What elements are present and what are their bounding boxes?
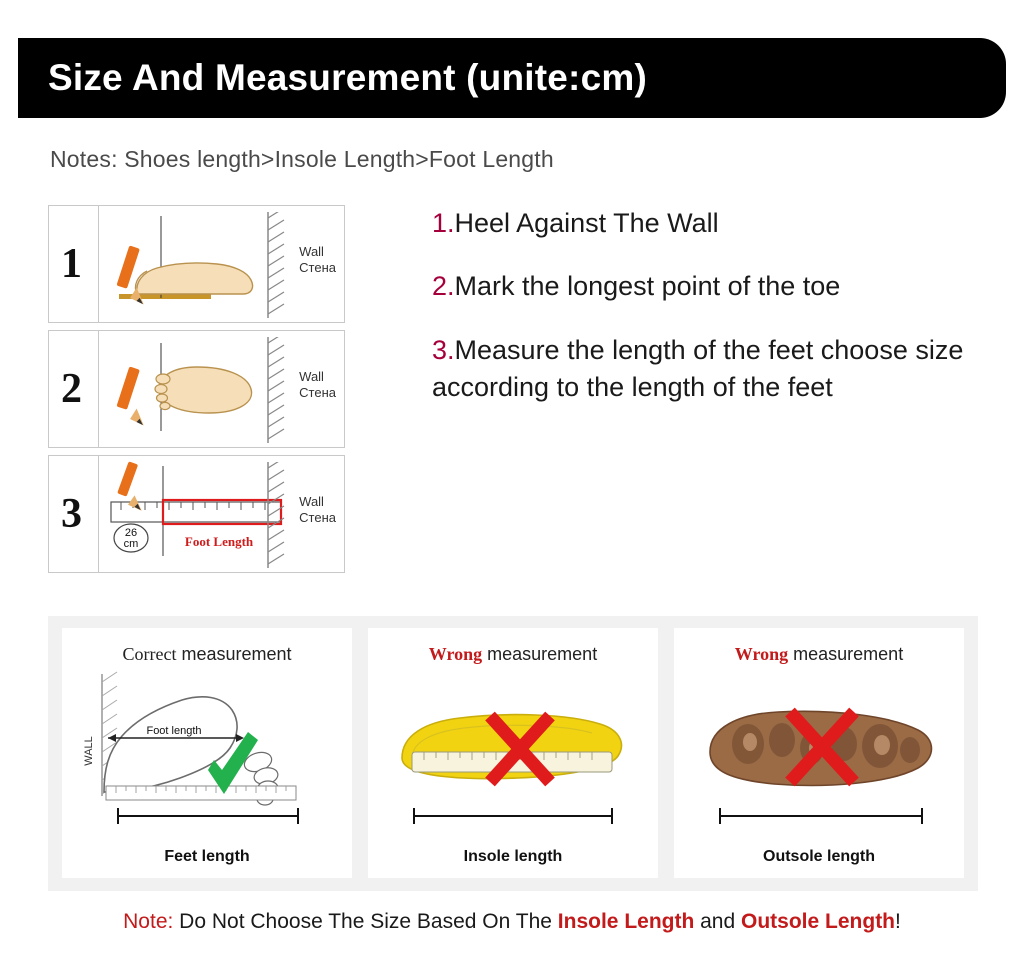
steps-column xyxy=(48,205,345,573)
step-panel-1 xyxy=(48,205,345,323)
footer-note-text-2: and xyxy=(694,910,742,933)
instruction-text-3: Measure the length of the feet choose size according to the length of the feet xyxy=(432,334,964,402)
comparison-caption-insole: Insole length xyxy=(463,848,563,865)
comparison-card-correct xyxy=(62,628,352,878)
svg-text:Foot Length: Foot Length xyxy=(184,534,254,549)
notes-line: Notes: Shoes length>Insole Length>Foot Length xyxy=(50,146,554,172)
wall-label-ru-1: Стена xyxy=(299,259,336,275)
instruction-item-1 xyxy=(432,205,992,242)
instruction-text-1: Heel Against The Wall xyxy=(454,208,719,238)
comparison-illustration-insole xyxy=(368,666,658,841)
instruction-text-2: Mark the longest point of the toe xyxy=(454,271,841,302)
header-banner xyxy=(18,38,1006,118)
step-number-3: 3 xyxy=(61,491,82,537)
wall-hatching-2 xyxy=(264,337,290,441)
comparison-caption-correct: Feet length xyxy=(164,848,250,865)
svg-text:26: 26 xyxy=(124,527,138,539)
footer-note-highlight-outsole: Outsole Length xyxy=(741,910,896,933)
footer-note-text-1: Do Not Choose The Size Based On The xyxy=(173,910,558,933)
comparison-panel xyxy=(48,616,978,891)
comparison-title-emphasis-3: Wrong xyxy=(734,644,789,664)
inner-measure-label-correct: Foot length xyxy=(146,725,202,737)
step-number-1: 1 xyxy=(61,241,82,287)
instructions-list xyxy=(432,205,992,432)
comparison-title-rest-1: measurement xyxy=(176,644,292,664)
svg-text:cm: cm xyxy=(123,538,139,550)
step-illustration-1 xyxy=(101,206,291,323)
step-divider-3 xyxy=(98,456,99,572)
comparison-title-correct xyxy=(62,644,352,665)
step-panel-3 xyxy=(48,455,345,573)
wall-label-ru-2: Стена xyxy=(299,384,336,400)
wall-label-1 xyxy=(299,244,336,276)
wall-hatching-3 xyxy=(264,462,290,566)
instruction-index-2: 2. xyxy=(432,271,455,302)
comparison-title-rest-3: measurement xyxy=(788,644,904,664)
comparison-card-insole xyxy=(368,628,658,878)
footer-note-text-3: ! xyxy=(895,910,901,933)
step-panel-2 xyxy=(48,330,345,448)
wall-label-en-1: Wall xyxy=(299,244,324,259)
instruction-item-3 xyxy=(432,332,992,407)
instruction-index-3: 3. xyxy=(432,334,455,365)
comparison-title-rest-2: measurement xyxy=(482,644,598,664)
wall-label-en-3: Wall xyxy=(299,494,324,509)
instruction-item-2 xyxy=(432,268,992,305)
comparison-card-outsole xyxy=(674,628,964,878)
comparison-illustration-outsole xyxy=(674,666,964,841)
step-number-2: 2 xyxy=(61,366,82,412)
step-illustration-2 xyxy=(101,331,291,448)
step-divider-1 xyxy=(98,206,99,322)
wall-hatching-1 xyxy=(264,212,290,316)
footer-note-lead: Note: xyxy=(123,910,174,933)
footer-note-highlight-insole: Insole Length xyxy=(557,910,695,933)
comparison-title-emphasis-1: Correct xyxy=(122,644,177,664)
wall-label-en-2: Wall xyxy=(299,369,324,384)
comparison-illustration-correct xyxy=(62,666,352,841)
step-divider-2 xyxy=(98,331,99,447)
step-illustration-3 xyxy=(101,456,291,573)
comparison-title-insole xyxy=(368,644,658,665)
footer-note xyxy=(0,910,1024,934)
page-title: Size And Measurement (unite:cm) xyxy=(48,57,647,98)
wall-label-2 xyxy=(299,369,336,401)
comparison-title-emphasis-2: Wrong xyxy=(428,644,483,664)
wall-label-ru-3: Стена xyxy=(299,509,336,525)
wall-label-correct: WALL xyxy=(83,736,95,766)
comparison-caption-outsole: Outsole length xyxy=(763,848,875,865)
comparison-title-outsole xyxy=(674,644,964,665)
wall-label-3 xyxy=(299,494,336,526)
instruction-index-1: 1. xyxy=(432,208,455,238)
